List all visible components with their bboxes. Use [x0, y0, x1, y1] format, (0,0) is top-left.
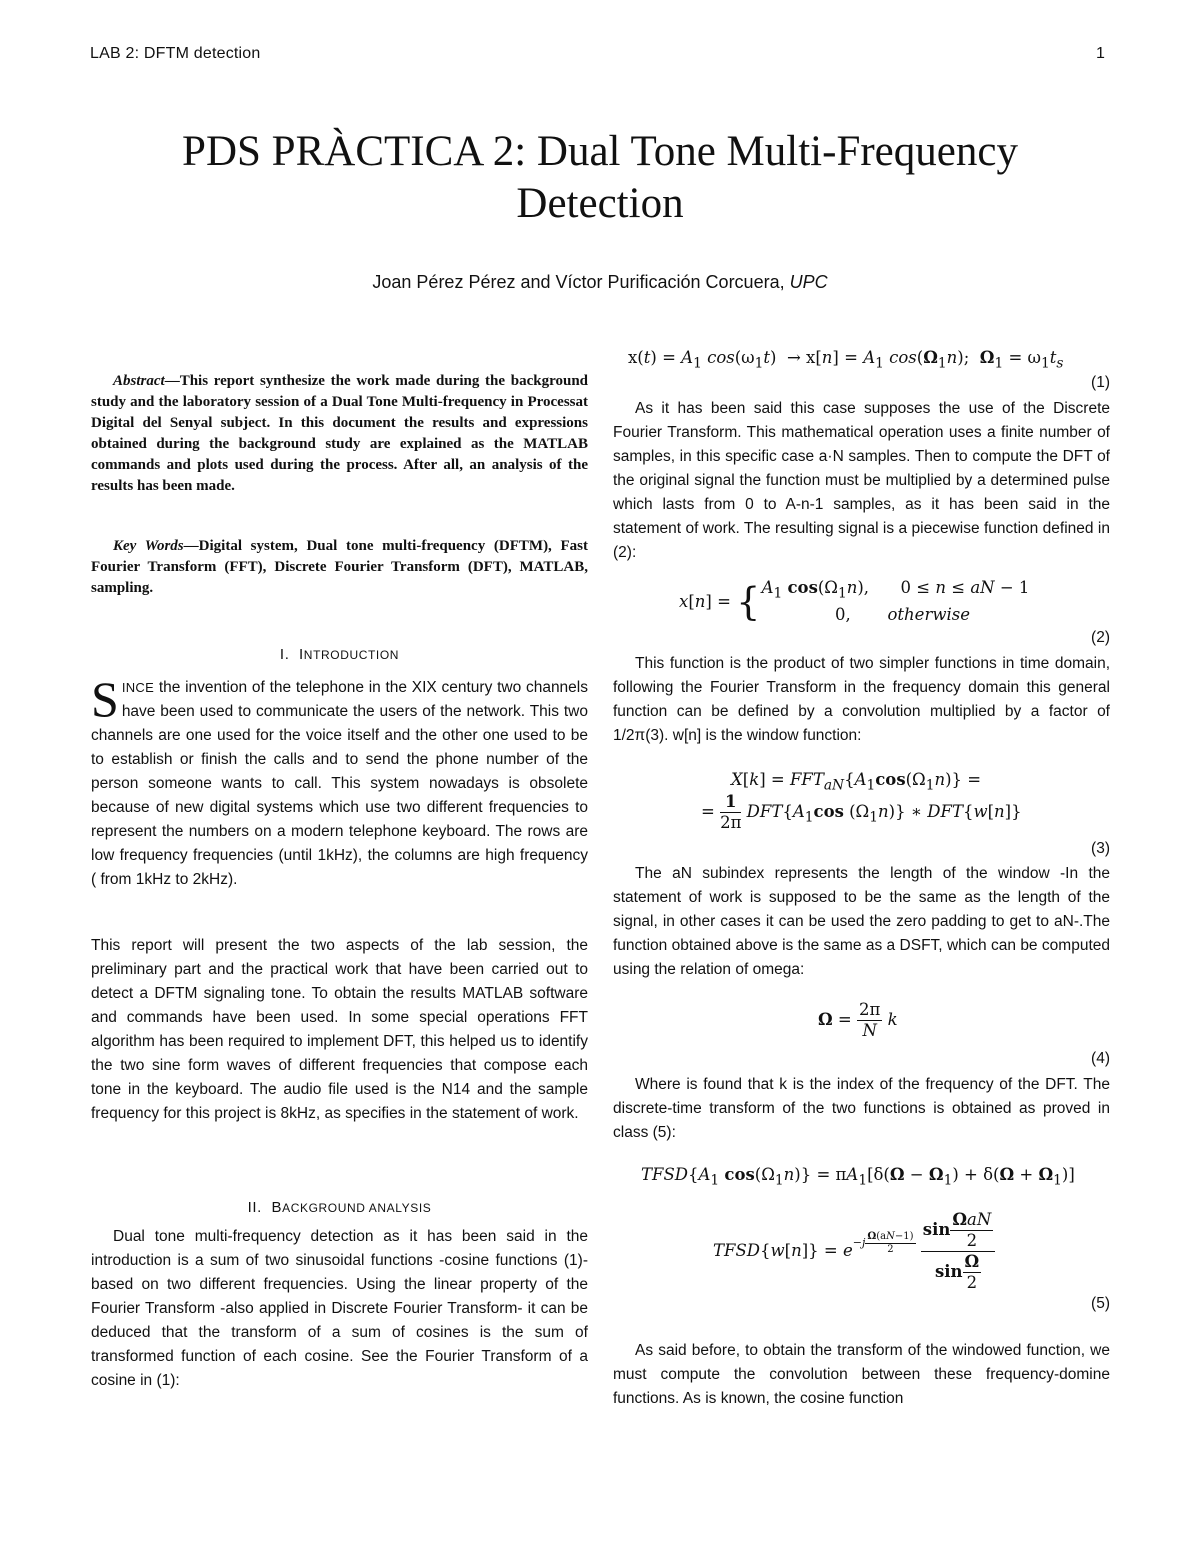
keywords-text: —Digital system, Dual tone multi-frequency (DFTM), Fast Fourier Transform (FFT), Discrete Fourier Transform (DFT), MATLAB, sampling. — [91, 538, 588, 596]
equation-4: Ω = $\frac{2\pi}{N}$ k — [818, 1000, 898, 1040]
equation-5-line-2: TFSD{w[n]} = $e^{-j \frac{\Omega(aN-1)}{2}}$ sin $\frac{\text{ΩaN}}{2}$ sin $\frac{\Omega}{2}$ — [713, 1210, 1113, 1293]
section-title-first: I — [299, 646, 304, 663]
intro-text-1: the invention of the telephone in the XIX century two channels have been used to communicate the users of the network. This two channels are one used for the voice itself and the other one used to be to establish or finish the calls and to send the phone number of the person someone wants to call. This system nowadays is obsolete because of new digital systems which use two different frequencies to represent the numbers on a modern telephone keyboard. The rows are low frequency frequencies (until 1kHz), the columns are high frequency ( from 1kHz to 2kHz). — [91, 679, 588, 888]
section-numeral: II. — [247, 1199, 262, 1216]
right-paragraph-2: This function is the product of two simpler functions in time domain, following the Fourier Transform in the frequency domain this general function can be defined by a convolution multiplied by a factor of 1/2π(3). w[n] is the window function: — [613, 655, 1110, 744]
keywords-lead: Key Words — [113, 538, 184, 554]
title-line-2: Detection — [516, 180, 684, 227]
page-number: 1 — [1096, 45, 1105, 62]
section-title-rest: ACKGROUND ANALYSIS — [282, 1201, 432, 1215]
running-title: LAB 2: DFTM detection — [90, 45, 261, 62]
intro-paragraph-1 — [91, 671, 588, 892]
author-names: Joan Pérez Pérez and Víctor Purificación Corcuera, — [372, 272, 790, 292]
section-heading-introduction — [91, 646, 588, 663]
otherwise-label: otherwise — [887, 605, 970, 625]
equation-1-number: (1) — [1091, 374, 1110, 391]
background-paragraph-1: Dual tone multi-frequency detection as it has been said in the introduction is a sum of two sinusoidal functions -cosine functions (1)- based on two different frequencies. Using the linear property of the Fourier Transform -also applied in Discrete Fourier Transform- it can be deduced that the transform of a sum of cosines is the sum of transformed function of each cosine. See the Fourier Transform of a cosine in (1): — [91, 1228, 588, 1389]
equation-3-number: (3) — [1091, 840, 1110, 857]
intro-first-word: INCE — [121, 680, 155, 695]
abstract-lead: Abstract — [113, 373, 165, 389]
right-paragraph-1: As it has been said this case supposes the use of the Discrete Fourier Transform. This mathematical operation uses a finite number of samples, in this specific case a·N samples. Then to compute the DFT of the original signal the function must be multiplied by a determined pulse which lasts from 0 to A-n-1 samples, as it has been said in the statement of work. The resulting signal is a piecewise function defined in (2): — [613, 400, 1110, 561]
section-numeral: I. — [279, 646, 290, 663]
section-heading-background — [91, 1199, 588, 1216]
section-title-rest: NTRODUCTION — [303, 648, 400, 662]
abstract-text: —This report synthesize the work made during the background study and the laboratory session of a Dual Tone Multi-frequency in Processat Digital del Senyal subject. In this document the results and expressions obtained during the background study are explained as the MATLAB commands and plots used during the process. After all, an analysis of the results has been made. — [91, 373, 588, 494]
equation-2-number: (2) — [1091, 629, 1110, 646]
right-paragraph-4: Where is found that k is the index of the frequency of the DFT. The discrete-time transform of the two functions is obtained as proved in class (5): — [613, 1076, 1110, 1141]
abstract — [91, 371, 588, 497]
right-paragraph-5: As said before, to obtain the transform of the windowed function, we must compute the convolution between these frequency-domine functions. As is known, the cosine function — [613, 1342, 1110, 1407]
affiliation: UPC — [789, 272, 828, 292]
keywords — [91, 536, 588, 599]
equation-2: x[n] = { $A_1$ $\cos(\Omega_1n)$, 0 ≤ n ≤ aN − 1 0, otherwise — [679, 578, 1030, 625]
section-title-first: B — [271, 1199, 283, 1216]
right-paragraph-3: The aN subindex represents the length of the window -In the statement of work is supposed to be the same as the length of the signal, in other cases it can be used the zero padding to get to aN-.The function obtained above is the same as a DSFT, which can be computed using the relation of omega: — [613, 865, 1110, 978]
title-line-1: PDS PRÀCTICA 2: Dual Tone Multi-Frequency — [182, 128, 1018, 175]
equation-5-number: (5) — [1091, 1295, 1110, 1312]
equation-3-line-2: = $\frac{1}{2\pi}$ $DFT\{A_1\cos$ $(\Omega_1n)$} ∗ DFT{w[n]} — [701, 792, 1022, 832]
drop-cap: S — [91, 671, 119, 727]
equation-3-line-1: $X[k] = FFT_{aN}\{A_1\cos(\Omega_1n)\}$ = — [731, 770, 982, 794]
paper-title — [60, 126, 1140, 230]
equation-5-line-1: $TFSD\{A_1$ $\cos(\Omega_1n)\} = \pi A_1[\delta(\Omega - \Omega_1) + \delta(\Omega + \Omega_1)]$ — [641, 1165, 1075, 1189]
equation-1: $x(t) = A_1$ $\cos(\omega_1t) \to x[n] = A_1$ $\cos(\Omega_1n)$; $\Omega_1 = \omega_1t_s$ — [628, 348, 1064, 372]
authors — [60, 272, 1140, 293]
equation-4-number: (4) — [1091, 1050, 1110, 1067]
intro-paragraph-2: This report will present the two aspects of the lab session, the preliminary part and the practical work that have been carried out to detect a DFTM signaling tone. To obtain the results MATLAB software and commands have been used. In some special operations FFT algorithm has been required to implement DFT, this helped us to identify the two sine form waves of different frequencies that compose each tone in the keyboard. The audio file used is the N14 and the sample frequency for this project is 8kHz, as specifies in the statement of work. — [91, 937, 588, 1122]
